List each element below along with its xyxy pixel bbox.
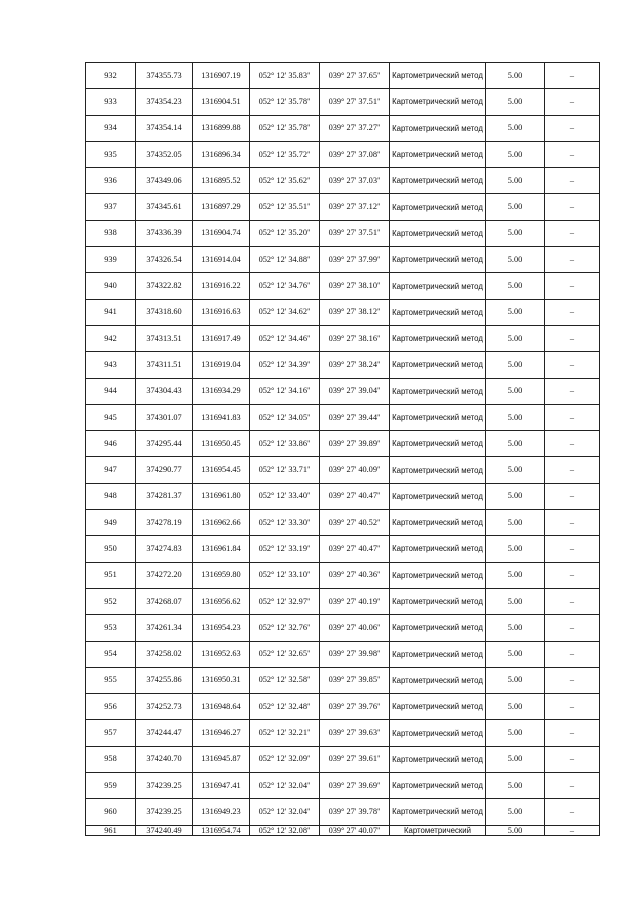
cell-accuracy: 5.00 [486,247,545,273]
cell-longitude: 039° 27' 39.69" [320,773,390,799]
cell-latitude: 052° 12' 32.21" [250,720,320,746]
cell-longitude: 039° 27' 37.65" [320,63,390,89]
cell-point-number: 932 [86,63,136,89]
cell-coord-y: 1316956.62 [193,588,250,614]
cell-coord-x: 374349.06 [136,168,193,194]
cell-longitude: 039° 27' 40.52" [320,510,390,536]
cell-coord-x: 374252.73 [136,694,193,720]
cell-longitude: 039° 27' 37.12" [320,194,390,220]
cell-accuracy: 5.00 [486,141,545,167]
cell-note: – [545,510,600,536]
cell-coord-y: 1316961.84 [193,536,250,562]
cell-coord-x: 374304.43 [136,378,193,404]
cell-note: – [545,536,600,562]
cell-point-number: 958 [86,746,136,772]
cell-coord-y: 1316950.45 [193,431,250,457]
table-row [86,220,600,246]
cell-method: Картометрический метод [390,352,486,378]
cell-longitude: 039° 27' 39.04" [320,378,390,404]
cell-longitude: 039° 27' 37.51" [320,220,390,246]
cell-longitude: 039° 27' 40.07" [320,825,390,835]
cell-note: – [545,720,600,746]
cell-coord-y: 1316917.49 [193,325,250,351]
table-row [86,352,600,378]
cell-point-number: 955 [86,667,136,693]
cell-coord-y: 1316950.31 [193,667,250,693]
cell-latitude: 052° 12' 33.40" [250,483,320,509]
cell-latitude: 052° 12' 34.16" [250,378,320,404]
cell-coord-x: 374313.51 [136,325,193,351]
cell-coord-x: 374301.07 [136,404,193,430]
cell-latitude: 052° 12' 34.05" [250,404,320,430]
cell-accuracy: 5.00 [486,799,545,825]
table-row [86,168,600,194]
cell-method: Картометрический [390,825,486,835]
table-row [86,694,600,720]
cell-method: Картометрический метод [390,562,486,588]
cell-coord-y: 1316947.41 [193,773,250,799]
cell-accuracy: 5.00 [486,431,545,457]
cell-note: – [545,63,600,89]
table-row [86,115,600,141]
cell-note: – [545,667,600,693]
cell-coord-y: 1316961.80 [193,483,250,509]
cell-latitude: 052° 12' 35.83" [250,63,320,89]
cell-latitude: 052° 12' 34.62" [250,299,320,325]
table-row [86,273,600,299]
cell-note: – [545,825,600,835]
cell-longitude: 039° 27' 38.10" [320,273,390,299]
cell-accuracy: 5.00 [486,667,545,693]
cell-note: – [545,220,600,246]
cell-latitude: 052° 12' 32.48" [250,694,320,720]
cell-note: – [545,799,600,825]
cell-coord-x: 374239.25 [136,799,193,825]
cell-longitude: 039° 27' 37.08" [320,141,390,167]
cell-latitude: 052° 12' 32.04" [250,799,320,825]
cell-point-number: 953 [86,615,136,641]
cell-method: Картометрический метод [390,404,486,430]
cell-method: Картометрический метод [390,431,486,457]
cell-method: Картометрический метод [390,799,486,825]
table-row [86,773,600,799]
cell-coord-x: 374244.47 [136,720,193,746]
cell-coord-x: 374290.77 [136,457,193,483]
cell-accuracy: 5.00 [486,194,545,220]
cell-note: – [545,694,600,720]
cell-method: Картометрический метод [390,483,486,509]
cell-method: Картометрический метод [390,325,486,351]
cell-latitude: 052° 12' 34.39" [250,352,320,378]
cell-accuracy: 5.00 [486,220,545,246]
cell-coord-y: 1316914.04 [193,247,250,273]
table-row [86,746,600,772]
cell-note: – [545,431,600,457]
cell-method: Картометрический метод [390,457,486,483]
cell-coord-x: 374322.82 [136,273,193,299]
cell-method: Картометрический метод [390,299,486,325]
cell-note: – [545,273,600,299]
table-row [86,720,600,746]
cell-latitude: 052° 12' 33.10" [250,562,320,588]
table-row [86,615,600,641]
cell-coord-x: 374311.51 [136,352,193,378]
cell-latitude: 052° 12' 35.51" [250,194,320,220]
cell-latitude: 052° 12' 32.97" [250,588,320,614]
cell-coord-x: 374272.20 [136,562,193,588]
cell-latitude: 052° 12' 33.19" [250,536,320,562]
cell-longitude: 039° 27' 38.16" [320,325,390,351]
cell-latitude: 052° 12' 34.88" [250,247,320,273]
cell-coord-y: 1316916.22 [193,273,250,299]
cell-point-number: 944 [86,378,136,404]
cell-latitude: 052° 12' 32.76" [250,615,320,641]
table-row [86,63,600,89]
cell-method: Картометрический метод [390,194,486,220]
table-row [86,641,600,667]
cell-accuracy: 5.00 [486,825,545,835]
cell-method: Картометрический метод [390,641,486,667]
coordinates-table [85,62,600,836]
cell-coord-x: 374345.61 [136,194,193,220]
cell-method: Картометрический метод [390,536,486,562]
cell-latitude: 052° 12' 32.58" [250,667,320,693]
cell-longitude: 039° 27' 40.47" [320,536,390,562]
cell-coord-x: 374274.83 [136,536,193,562]
cell-point-number: 935 [86,141,136,167]
cell-point-number: 940 [86,273,136,299]
cell-accuracy: 5.00 [486,457,545,483]
cell-latitude: 052° 12' 32.09" [250,746,320,772]
table-body [86,63,600,836]
cell-accuracy: 5.00 [486,378,545,404]
cell-accuracy: 5.00 [486,404,545,430]
cell-point-number: 959 [86,773,136,799]
cell-latitude: 052° 12' 32.04" [250,773,320,799]
cell-longitude: 039° 27' 37.51" [320,89,390,115]
cell-note: – [545,141,600,167]
cell-latitude: 052° 12' 35.78" [250,89,320,115]
cell-longitude: 039° 27' 39.44" [320,404,390,430]
table-row [86,299,600,325]
table-row [86,667,600,693]
cell-method: Картометрический метод [390,220,486,246]
cell-note: – [545,588,600,614]
cell-longitude: 039° 27' 39.63" [320,720,390,746]
cell-note: – [545,299,600,325]
cell-point-number: 949 [86,510,136,536]
cell-note: – [545,168,600,194]
cell-point-number: 945 [86,404,136,430]
cell-coord-y: 1316952.63 [193,641,250,667]
cell-accuracy: 5.00 [486,325,545,351]
cell-note: – [545,115,600,141]
cell-coord-x: 374354.14 [136,115,193,141]
cell-longitude: 039° 27' 37.27" [320,115,390,141]
cell-coord-x: 374278.19 [136,510,193,536]
cell-coord-y: 1316948.64 [193,694,250,720]
cell-coord-x: 374268.07 [136,588,193,614]
cell-coord-y: 1316904.74 [193,220,250,246]
table-row [86,536,600,562]
cell-latitude: 052° 12' 33.30" [250,510,320,536]
cell-method: Картометрический метод [390,63,486,89]
cell-coord-y: 1316934.29 [193,378,250,404]
table-row [86,799,600,825]
cell-method: Картометрический метод [390,588,486,614]
cell-accuracy: 5.00 [486,63,545,89]
cell-point-number: 961 [86,825,136,835]
cell-coord-y: 1316897.29 [193,194,250,220]
cell-accuracy: 5.00 [486,273,545,299]
cell-coord-y: 1316946.27 [193,720,250,746]
cell-point-number: 951 [86,562,136,588]
cell-longitude: 039° 27' 39.98" [320,641,390,667]
cell-longitude: 039° 27' 40.19" [320,588,390,614]
cell-accuracy: 5.00 [486,510,545,536]
cell-accuracy: 5.00 [486,720,545,746]
cell-method: Картометрический метод [390,667,486,693]
cell-point-number: 937 [86,194,136,220]
cell-coord-y: 1316954.45 [193,457,250,483]
table-row [86,457,600,483]
cell-note: – [545,352,600,378]
cell-point-number: 950 [86,536,136,562]
cell-point-number: 934 [86,115,136,141]
cell-method: Картометрический метод [390,746,486,772]
cell-latitude: 052° 12' 33.86" [250,431,320,457]
cell-coord-y: 1316949.23 [193,799,250,825]
cell-note: – [545,194,600,220]
cell-longitude: 039° 27' 39.85" [320,667,390,693]
cell-coord-x: 374240.70 [136,746,193,772]
cell-coord-y: 1316919.04 [193,352,250,378]
cell-coord-y: 1316954.74 [193,825,250,835]
cell-longitude: 039° 27' 39.89" [320,431,390,457]
cell-coord-y: 1316954.23 [193,615,250,641]
cell-point-number: 939 [86,247,136,273]
cell-coord-x: 374355.73 [136,63,193,89]
cell-point-number: 946 [86,431,136,457]
cell-coord-x: 374255.86 [136,667,193,693]
cell-coord-y: 1316916.63 [193,299,250,325]
cell-coord-y: 1316896.34 [193,141,250,167]
cell-accuracy: 5.00 [486,115,545,141]
table-row [86,325,600,351]
cell-coord-x: 374239.25 [136,773,193,799]
cell-accuracy: 5.00 [486,89,545,115]
cell-coord-x: 374295.44 [136,431,193,457]
cell-latitude: 052° 12' 34.76" [250,273,320,299]
cell-longitude: 039° 27' 38.12" [320,299,390,325]
cell-point-number: 943 [86,352,136,378]
cell-method: Картометрический метод [390,247,486,273]
cell-latitude: 052° 12' 32.65" [250,641,320,667]
cell-longitude: 039° 27' 40.09" [320,457,390,483]
cell-note: – [545,325,600,351]
cell-accuracy: 5.00 [486,615,545,641]
cell-method: Картометрический метод [390,378,486,404]
table-row [86,483,600,509]
cell-point-number: 942 [86,325,136,351]
cell-accuracy: 5.00 [486,483,545,509]
cell-point-number: 947 [86,457,136,483]
cell-accuracy: 5.00 [486,746,545,772]
cell-coord-x: 374326.54 [136,247,193,273]
cell-point-number: 948 [86,483,136,509]
cell-note: – [545,483,600,509]
cell-latitude: 052° 12' 34.46" [250,325,320,351]
cell-latitude: 052° 12' 35.72" [250,141,320,167]
cell-method: Картометрический метод [390,510,486,536]
cell-longitude: 039° 27' 37.99" [320,247,390,273]
cell-accuracy: 5.00 [486,562,545,588]
cell-coord-y: 1316904.51 [193,89,250,115]
cell-longitude: 039° 27' 39.78" [320,799,390,825]
cell-point-number: 936 [86,168,136,194]
cell-longitude: 039° 27' 39.76" [320,694,390,720]
table-row [86,194,600,220]
cell-accuracy: 5.00 [486,773,545,799]
cell-longitude: 039° 27' 37.03" [320,168,390,194]
table-row [86,825,600,835]
table-row [86,247,600,273]
cell-latitude: 052° 12' 35.62" [250,168,320,194]
cell-coord-x: 374318.60 [136,299,193,325]
cell-latitude: 052° 12' 33.71" [250,457,320,483]
cell-accuracy: 5.00 [486,299,545,325]
cell-accuracy: 5.00 [486,352,545,378]
cell-point-number: 957 [86,720,136,746]
cell-note: – [545,615,600,641]
cell-method: Картометрический метод [390,615,486,641]
cell-coord-x: 374258.02 [136,641,193,667]
cell-accuracy: 5.00 [486,588,545,614]
cell-note: – [545,89,600,115]
cell-coord-y: 1316899.88 [193,115,250,141]
table-row [86,89,600,115]
cell-coord-x: 374240.49 [136,825,193,835]
cell-latitude: 052° 12' 35.20" [250,220,320,246]
cell-point-number: 933 [86,89,136,115]
cell-point-number: 941 [86,299,136,325]
cell-note: – [545,247,600,273]
cell-longitude: 039° 27' 40.36" [320,562,390,588]
cell-coord-y: 1316895.52 [193,168,250,194]
cell-coord-y: 1316907.19 [193,63,250,89]
cell-note: – [545,404,600,430]
cell-method: Картометрический метод [390,89,486,115]
cell-point-number: 938 [86,220,136,246]
cell-note: – [545,773,600,799]
cell-coord-x: 374354.23 [136,89,193,115]
cell-accuracy: 5.00 [486,641,545,667]
cell-coord-y: 1316959.80 [193,562,250,588]
table-row [86,404,600,430]
cell-latitude: 052° 12' 32.08" [250,825,320,835]
cell-coord-x: 374261.34 [136,615,193,641]
cell-latitude: 052° 12' 35.78" [250,115,320,141]
cell-longitude: 039° 27' 40.47" [320,483,390,509]
cell-method: Картометрический метод [390,773,486,799]
cell-method: Картометрический метод [390,720,486,746]
cell-method: Картометрический метод [390,168,486,194]
cell-note: – [545,457,600,483]
cell-point-number: 960 [86,799,136,825]
table-row [86,431,600,457]
cell-accuracy: 5.00 [486,536,545,562]
cell-note: – [545,562,600,588]
table-row [86,510,600,536]
cell-method: Картометрический метод [390,273,486,299]
cell-coord-x: 374281.37 [136,483,193,509]
cell-point-number: 956 [86,694,136,720]
cell-coord-x: 374352.05 [136,141,193,167]
cell-note: – [545,641,600,667]
cell-longitude: 039° 27' 40.06" [320,615,390,641]
cell-point-number: 954 [86,641,136,667]
cell-longitude: 039° 27' 39.61" [320,746,390,772]
cell-note: – [545,746,600,772]
cell-coord-y: 1316945.87 [193,746,250,772]
cell-coord-y: 1316962.66 [193,510,250,536]
table-row [86,562,600,588]
cell-coord-x: 374336.39 [136,220,193,246]
cell-method: Картометрический метод [390,141,486,167]
cell-point-number: 952 [86,588,136,614]
table-row [86,588,600,614]
cell-accuracy: 5.00 [486,168,545,194]
cell-note: – [545,378,600,404]
cell-coord-y: 1316941.83 [193,404,250,430]
cell-longitude: 039° 27' 38.24" [320,352,390,378]
table-row [86,141,600,167]
cell-accuracy: 5.00 [486,694,545,720]
table-row [86,378,600,404]
cell-method: Картометрический метод [390,694,486,720]
cell-method: Картометрический метод [390,115,486,141]
